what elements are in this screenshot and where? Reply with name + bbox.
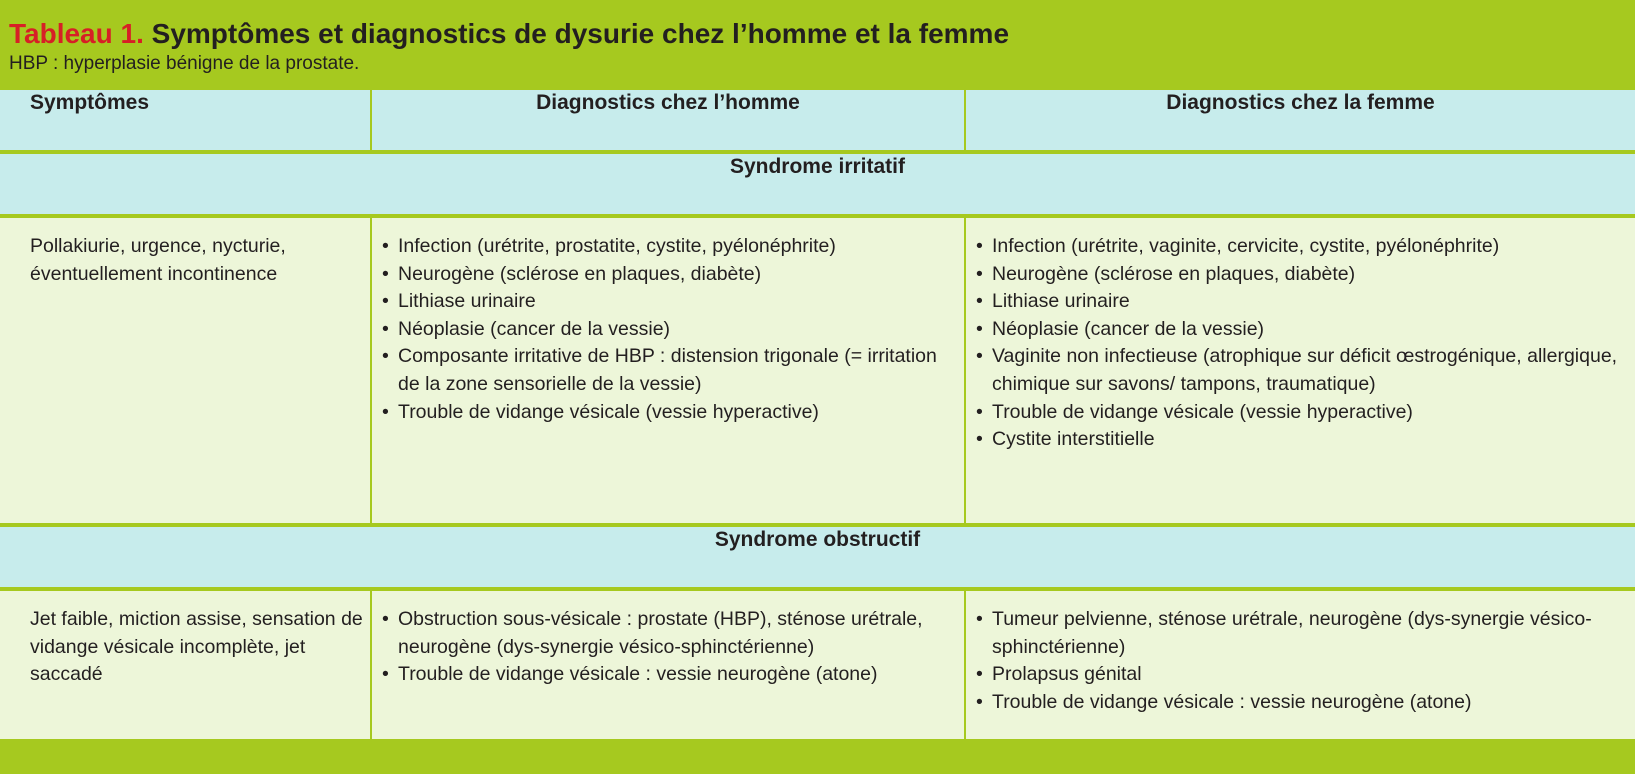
table-row	[0, 591, 1635, 743]
table-row	[0, 218, 1635, 527]
men-diagnostics-cell	[372, 218, 966, 527]
men-diagnostics-list	[382, 233, 958, 426]
section-title: Syndrome irritatif	[0, 154, 1635, 218]
men-diagnostics-list	[382, 606, 958, 689]
men-diagnostics-cell	[372, 591, 966, 743]
list-item: • Infection (urétrite, prostatite, cystite, pyélonéphrite)	[382, 233, 958, 261]
symptoms-cell: Pollakiurie, urgence, nycturie, éventuellement incontinence	[0, 218, 372, 527]
header-women: Diagnostics chez la femme	[966, 90, 1635, 154]
title-bar	[0, 0, 1635, 90]
list-item: • Obstruction sous-vésicale : prostate (HBP), sténose urétrale, neurogène (dys-synergie vésico-sphinctérienne)	[382, 606, 958, 661]
list-item: • Neurogène (sclérose en plaques, diabète)	[382, 261, 958, 289]
list-item: • Trouble de vidange vésicale : vessie neurogène (atone)	[382, 661, 958, 689]
list-item: • Néoplasie (cancer de la vessie)	[976, 316, 1629, 344]
list-item: • Lithiase urinaire	[976, 288, 1629, 316]
list-item: • Infection (urétrite, vaginite, cervicite, cystite, pyélonéphrite)	[976, 233, 1629, 261]
women-diagnostics-cell	[966, 218, 1635, 527]
women-diagnostics-cell	[966, 591, 1635, 743]
list-item: • Trouble de vidange vésicale (vessie hyperactive)	[976, 399, 1629, 427]
women-diagnostics-list	[976, 606, 1629, 716]
list-item: • Tumeur pelvienne, sténose urétrale, neurogène (dys-synergie vésico-sphinctérienne)	[976, 606, 1629, 661]
list-item: • Prolapsus génital	[976, 661, 1629, 689]
table-title	[9, 17, 1635, 51]
list-item: • Lithiase urinaire	[382, 288, 958, 316]
symptoms-cell: Jet faible, miction assise, sensation de vidange vésicale incomplète, jet saccadé	[0, 591, 372, 743]
section-row-obstructive	[0, 527, 1635, 591]
list-item: • Composante irritative de HBP : distension trigonale (= irritation de la zone sensorielle de la vessie)	[382, 343, 958, 398]
diagnostics-table	[0, 90, 1635, 743]
header-symptoms: Symptômes	[0, 90, 372, 154]
list-item: • Vaginite non infectieuse (atrophique sur déficit œstrogénique, allergique, chimique sur savons/ tampons, traumatique)	[976, 343, 1629, 398]
list-item: • Cystite interstitielle	[976, 426, 1629, 454]
women-diagnostics-list	[976, 233, 1629, 454]
header-men: Diagnostics chez l’homme	[372, 90, 966, 154]
list-item: • Neurogène (sclérose en plaques, diabète)	[976, 261, 1629, 289]
list-item: • Trouble de vidange vésicale : vessie neurogène (atone)	[976, 689, 1629, 717]
section-row-irritative	[0, 154, 1635, 218]
section-title: Syndrome obstructif	[0, 527, 1635, 591]
list-item: • Néoplasie (cancer de la vessie)	[382, 316, 958, 344]
table-title-text: Symptômes et diagnostics de dysurie chez l’homme et la femme	[151, 18, 1010, 49]
table-number: Tableau 1.	[9, 18, 144, 49]
header-row	[0, 90, 1635, 154]
table-subtitle: HBP : hyperplasie bénigne de la prostate.	[9, 53, 360, 74]
list-item: • Trouble de vidange vésicale (vessie hyperactive)	[382, 399, 958, 427]
